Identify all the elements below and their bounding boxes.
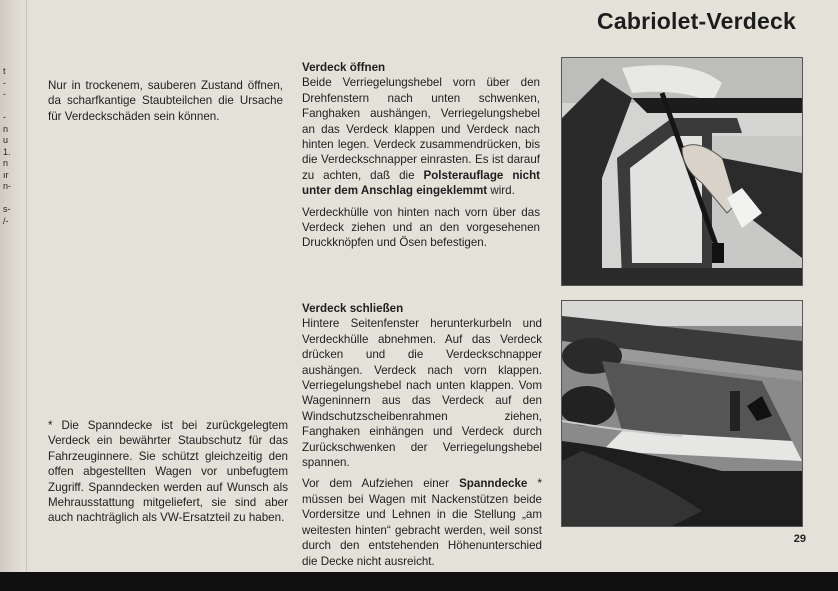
open-paragraph-2: Verdeckhülle von hinten nach vorn über das Verdeck ziehen und an den vorgesehenen Druckknöpfen und Ösen befestigen. xyxy=(302,205,540,250)
folded-roof-illustration xyxy=(562,301,802,526)
close-heading: Verdeck schließen xyxy=(302,302,404,315)
close-p2-text: Vor dem Aufziehen einer xyxy=(302,477,460,491)
footnote-text: * Die Spanndecke ist bei zurückgelegtem Verdeck ein bewährter Staubschutz für das Fahrzeuginnere. Sie schützt gleichzeitig den offen abgestellten Wagen vor unbefugtem Zugriff. Spanndecken werden auf Wunsch als Mehrausstattung mitgeliefert, sie sind aber auch nachträglich als VW-Ersatzteil zu haben. xyxy=(48,419,288,525)
open-paragraph-1 xyxy=(302,75,540,198)
close-p2-end: * müssen bei Wagen mit Nackenstützen beide Vordersitze und Lehnen in die Stellung „am weitesten hinten“ gebracht werden, weil sonst durch den entstehenden Höhenunterschied die Decke nicht ausreicht. xyxy=(302,477,543,568)
photo-folded-roof xyxy=(561,300,803,527)
gutter-mark: - xyxy=(3,112,6,122)
gutter-mark: n xyxy=(3,123,9,134)
gutter-mark: - xyxy=(3,77,6,88)
dry-condition-note xyxy=(48,78,283,124)
section-close-roof xyxy=(302,301,542,569)
gutter-mark xyxy=(3,101,21,113)
gutter-mark: /- xyxy=(3,215,9,226)
binding-gutter xyxy=(0,0,27,572)
gutter-mark: n- xyxy=(3,181,12,191)
gutter-mark: - xyxy=(3,89,6,99)
page-title: Cabriolet-Verdeck xyxy=(597,8,796,34)
close-paragraph-1: Hintere Seitenfenster herunterkurbeln und Verdeckhülle abnehmen. Auf das Verdeck drücken und die Verdeckschnapper aushängen. Verdeck nach vorn klappen. Verriegelungshebel nach unten klappen. Vom Wageninnern aus das Verdeck auf den Windschutzscheibenrahmen ziehen, Fanghaken einhängen und Verdeck durch Zurückschwenken der Verriegelungshebel spannen. xyxy=(302,317,542,470)
photo-lever-operation xyxy=(561,57,803,286)
open-p1-text: Beide Verriegelungshebel vorn über den Drehfenstern nach unten schwenken, Fanghaken aushängen, Verriegelungshebel an das Verdeck klappen und Verdeck nach hinten legen. Verdeck zusammendrücken, bis die Verdeckschnapper einrasten. Es ist darauf zu achten, daß die xyxy=(302,76,540,182)
open-p1-end: wird. xyxy=(487,184,515,198)
close-p2-bold: Spanndecke xyxy=(459,477,528,491)
open-p1-bold: Polsterauflage nicht unter dem Anschlag eingeklemmt xyxy=(302,168,541,198)
gutter-mark: n xyxy=(3,158,9,168)
gutter-mark: 1. xyxy=(3,146,11,157)
gutter-mark: s- xyxy=(3,204,11,214)
page-number: 29 xyxy=(793,533,806,545)
dry-condition-text: Nur in trockenem, sauberen Zustand öffnen, da scharfkantige Staubteilchen die Ursache für Verdeckschäden sein können. xyxy=(48,79,283,123)
gutter-mark: ır xyxy=(3,169,9,180)
lever-photo-illustration xyxy=(562,58,802,285)
close-paragraph-2 xyxy=(302,476,542,568)
open-heading: Verdeck öffnen xyxy=(302,61,386,74)
footnote-spanndecke xyxy=(48,418,288,526)
gutter-mark: t xyxy=(3,66,6,76)
previous-page-edge-text xyxy=(3,66,21,227)
gutter-mark: u xyxy=(3,135,9,145)
section-open-roof xyxy=(302,60,540,251)
gutter-mark xyxy=(3,193,21,205)
